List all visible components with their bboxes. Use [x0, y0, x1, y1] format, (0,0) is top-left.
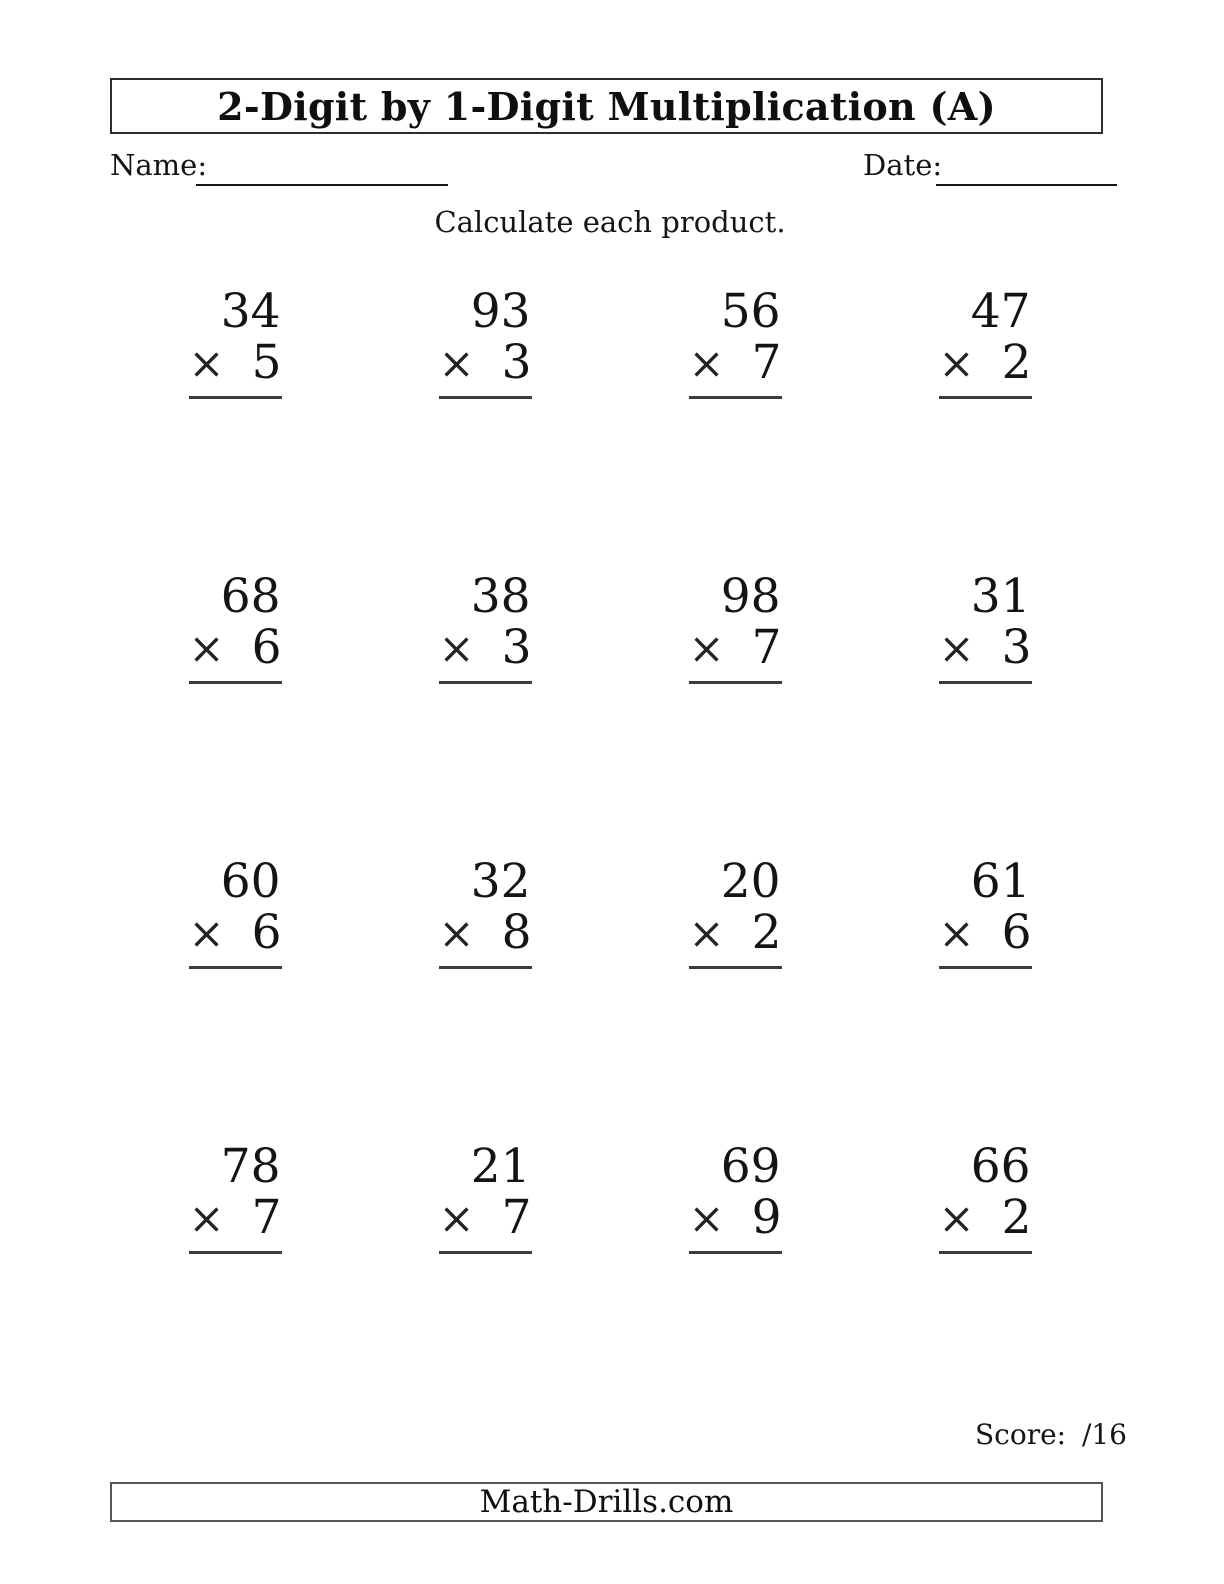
multiplicand: 66: [970, 1139, 1031, 1194]
answer-line: [189, 1251, 282, 1254]
multiplication-problem: [939, 1141, 1032, 1254]
multiply-icon: ×: [688, 909, 725, 959]
multiplication-problem: [689, 571, 782, 684]
multiply-icon: ×: [938, 624, 975, 674]
multiplicand: 38: [470, 569, 531, 624]
multiplier: 3: [1001, 620, 1032, 675]
multiply-icon: ×: [438, 339, 475, 389]
multiplicand: 20: [720, 854, 781, 909]
multiplier-row: [189, 337, 282, 390]
problem-cell: [860, 563, 1110, 848]
problems-grid: [110, 278, 1110, 1418]
problem-cell: [110, 563, 360, 848]
answer-line: [189, 396, 282, 399]
multiplier-row: [689, 907, 782, 960]
date-write-line: [936, 184, 1117, 186]
multiplicand: 60: [220, 854, 281, 909]
multiplicand: 93: [470, 284, 531, 339]
multiplier-row: [189, 622, 282, 675]
score-total: /16: [1081, 1418, 1127, 1451]
multiplier: 7: [751, 335, 782, 390]
answer-line: [439, 1251, 532, 1254]
multiplicand: 69: [720, 1139, 781, 1194]
multiply-icon: ×: [938, 1194, 975, 1244]
multiplier: 3: [501, 620, 532, 675]
score-label: Score:: [975, 1418, 1067, 1451]
multiplication-problem: [439, 571, 532, 684]
multiply-icon: ×: [938, 909, 975, 959]
multiplier-row: [689, 1192, 782, 1245]
multiply-icon: ×: [438, 1194, 475, 1244]
score-row: [975, 1418, 1127, 1451]
problem-cell: [860, 278, 1110, 563]
multiplier: 7: [751, 620, 782, 675]
name-label: Name:: [110, 148, 208, 182]
answer-line: [189, 681, 282, 684]
multiply-icon: ×: [188, 339, 225, 389]
multiplication-problem: [689, 1141, 782, 1254]
multiplier-row: [189, 1192, 282, 1245]
multiplier: 2: [1001, 335, 1032, 390]
multiplicand: 47: [970, 284, 1031, 339]
multiplier: 2: [1001, 1190, 1032, 1245]
multiplier-row: [939, 1192, 1032, 1245]
multiplicand: 56: [720, 284, 781, 339]
problem-cell: [360, 848, 610, 1133]
footer-box: [110, 1482, 1103, 1522]
problem-cell: [860, 848, 1110, 1133]
answer-line: [689, 681, 782, 684]
problem-cell: [610, 1133, 860, 1418]
multiplier-row: [439, 622, 532, 675]
answer-line: [689, 396, 782, 399]
multiplicand: 31: [970, 569, 1031, 624]
problem-cell: [360, 563, 610, 848]
page-title: 2-Digit by 1-Digit Multiplication (A): [217, 83, 996, 129]
date-label: Date:: [863, 148, 943, 182]
answer-line: [439, 966, 532, 969]
multiplicand: 32: [470, 854, 531, 909]
answer-line: [439, 681, 532, 684]
multiplier: 7: [501, 1190, 532, 1245]
answer-line: [189, 966, 282, 969]
multiplier: 8: [501, 905, 532, 960]
answer-line: [939, 966, 1032, 969]
multiplication-problem: [189, 571, 282, 684]
multiplier-row: [189, 907, 282, 960]
instruction-text: Calculate each product.: [434, 205, 786, 239]
multiplication-problem: [439, 1141, 532, 1254]
multiplication-problem: [939, 571, 1032, 684]
multiplication-problem: [939, 856, 1032, 969]
multiplier: 9: [751, 1190, 782, 1245]
multiplication-problem: [939, 286, 1032, 399]
site-name: Math-Drills.com: [479, 1484, 734, 1520]
answer-line: [689, 1251, 782, 1254]
answer-line: [689, 966, 782, 969]
multiplication-problem: [189, 856, 282, 969]
problem-cell: [610, 563, 860, 848]
problem-cell: [860, 1133, 1110, 1418]
multiplicand: 68: [220, 569, 281, 624]
multiplier-row: [689, 622, 782, 675]
answer-line: [939, 681, 1032, 684]
problem-cell: [360, 1133, 610, 1418]
multiplier: 6: [251, 905, 282, 960]
name-write-line: [196, 184, 448, 186]
multiplicand: 98: [720, 569, 781, 624]
multiplier-row: [439, 907, 532, 960]
multiplication-problem: [439, 856, 532, 969]
multiply-icon: ×: [438, 624, 475, 674]
multiplier-row: [939, 907, 1032, 960]
multiplicand: 34: [220, 284, 281, 339]
multiplication-problem: [439, 286, 532, 399]
problem-cell: [110, 848, 360, 1133]
multiplier-row: [439, 337, 532, 390]
multiply-icon: ×: [688, 1194, 725, 1244]
title-box: [110, 78, 1103, 134]
problem-cell: [110, 278, 360, 563]
multiplicand: 61: [970, 854, 1031, 909]
multiplicand: 21: [470, 1139, 531, 1194]
multiplicand: 78: [220, 1139, 281, 1194]
problem-cell: [110, 1133, 360, 1418]
multiplier: 6: [1001, 905, 1032, 960]
multiplier-row: [439, 1192, 532, 1245]
multiplier-row: [939, 622, 1032, 675]
multiply-icon: ×: [688, 339, 725, 389]
multiply-icon: ×: [188, 1194, 225, 1244]
multiplier: 2: [751, 905, 782, 960]
multiply-icon: ×: [188, 909, 225, 959]
answer-line: [939, 396, 1032, 399]
answer-line: [939, 1251, 1032, 1254]
multiply-icon: ×: [938, 339, 975, 389]
problem-cell: [360, 278, 610, 563]
multiply-icon: ×: [438, 909, 475, 959]
multiply-icon: ×: [188, 624, 225, 674]
multiplier-row: [939, 337, 1032, 390]
multiplier: 6: [251, 620, 282, 675]
multiplier-row: [689, 337, 782, 390]
multiplier: 7: [251, 1190, 282, 1245]
multiplier: 5: [251, 335, 282, 390]
multiplication-problem: [689, 286, 782, 399]
multiplication-problem: [189, 286, 282, 399]
multiplication-problem: [189, 1141, 282, 1254]
multiplier: 3: [501, 335, 532, 390]
multiply-icon: ×: [688, 624, 725, 674]
multiplication-problem: [689, 856, 782, 969]
problem-cell: [610, 848, 860, 1133]
problem-cell: [610, 278, 860, 563]
answer-line: [439, 396, 532, 399]
